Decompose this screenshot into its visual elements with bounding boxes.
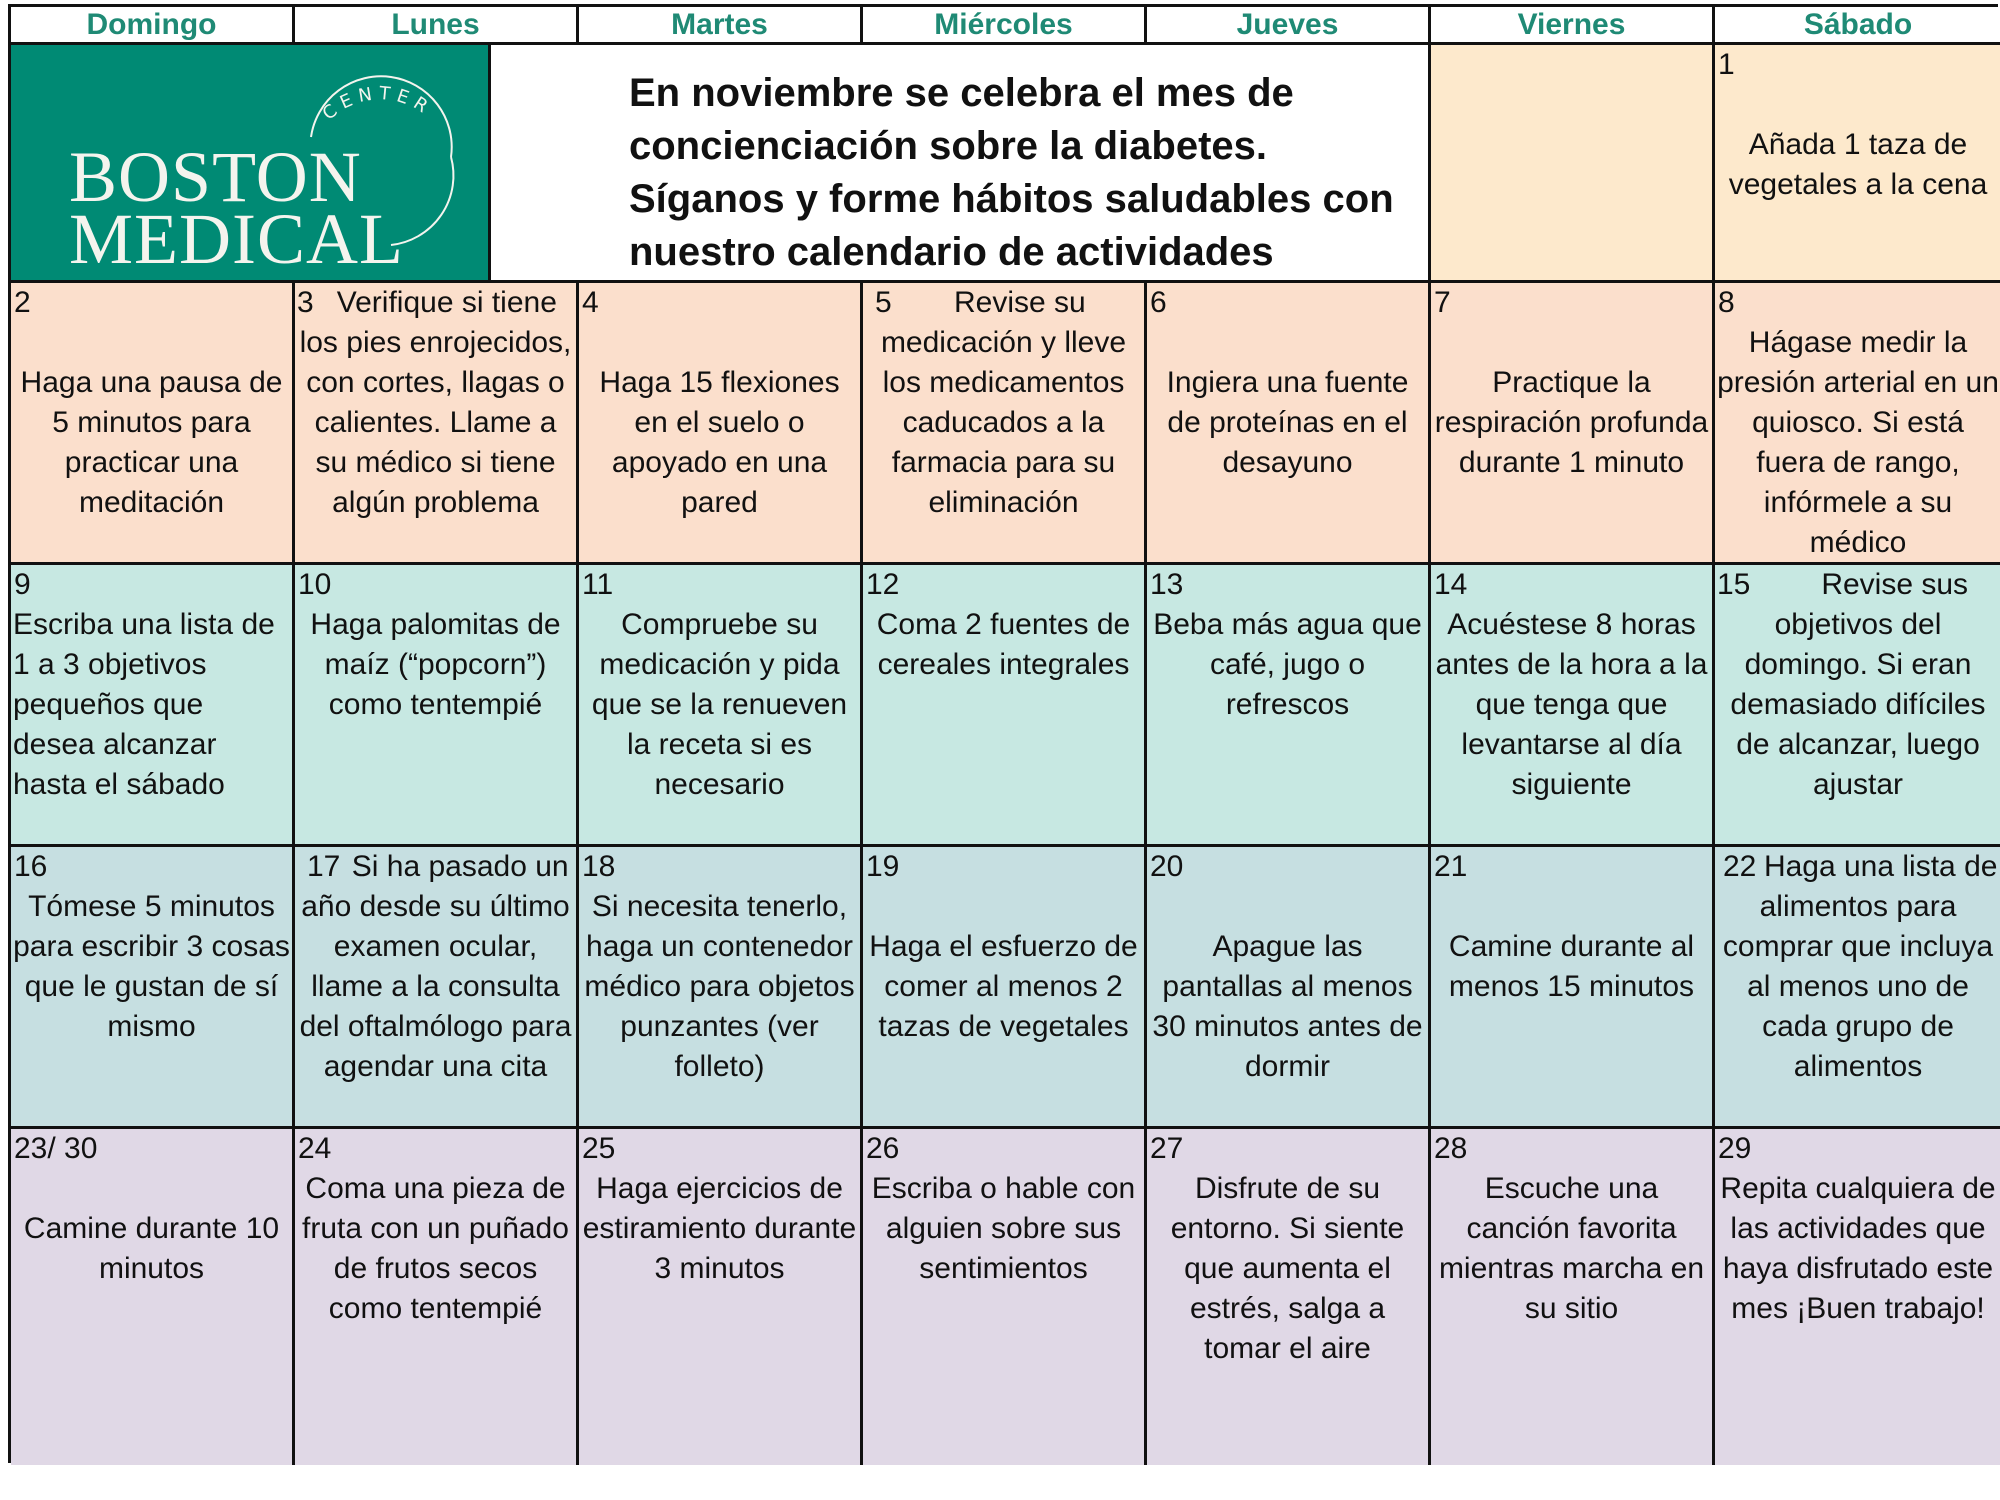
- day-activity: [297, 283, 574, 523]
- day-activity: Repita cualquiera de las actividades que haya disfrutado este mes ¡Buen trabajo!: [1720, 1172, 1996, 1325]
- day-activity: Disfrute de su entorno. Si siente que aumenta el estrés, salga a tomar el aire: [1170, 1172, 1405, 1365]
- day-activity: Haga ejercicios de estiramiento durante 3 minutos: [582, 1172, 857, 1285]
- weekday-header-tuesday: Martes: [579, 7, 863, 45]
- day-cell-21: [1431, 847, 1715, 1129]
- day-activity: Ingiera una fuente de proteínas en el desayuno: [1166, 366, 1409, 479]
- day-number: 28: [1434, 1132, 1468, 1165]
- day-activity-text: Revise sus objetivos del domingo. Si eran demasiado difíciles de alcanzar, luego ajustar: [1730, 568, 1986, 801]
- day-activity: [865, 283, 1142, 523]
- calendar-grid: [8, 4, 1998, 1463]
- day-activity: Apague las pantallas al menos 30 minutos antes de dormir: [1152, 930, 1423, 1083]
- day-number: 14: [1434, 568, 1468, 601]
- day-number: 29: [1718, 1132, 1752, 1165]
- day-number: 17: [307, 850, 341, 883]
- day-activity: Camine durante al menos 15 minutos: [1448, 930, 1695, 1003]
- day-activity: Practique la respiración profunda durante 1 minuto: [1434, 366, 1709, 479]
- day-cell-9: [11, 565, 295, 847]
- day-activity-text: Verifique si tiene los pies enrojecidos, con cortes, llagas o calientes. Llame a su médico si tiene algún problema: [299, 286, 572, 519]
- day-number: 18: [582, 850, 616, 883]
- day-number: 5: [875, 286, 892, 319]
- day-cell-20: [1147, 847, 1431, 1129]
- day-cell-16: [11, 847, 295, 1129]
- day-cell-4: [579, 283, 863, 565]
- day-cell-24: [295, 1129, 579, 1465]
- logo-line-medical: MEDICAL: [69, 199, 404, 279]
- day-number: 15: [1717, 568, 1751, 601]
- day-number: 27: [1150, 1132, 1184, 1165]
- page-headline: En noviembre se celebra el mes de concienciación sobre la diabetes. Síganos y forme hábitos saludables con nuestro calendario de actividades: [629, 71, 1394, 274]
- day-cell-3: [295, 283, 579, 565]
- logo-center-text: CENTER: [318, 82, 437, 125]
- day-number: 20: [1150, 850, 1184, 883]
- day-number: 11: [582, 568, 614, 601]
- day-number: 4: [582, 286, 599, 319]
- svg-text:CENTER: [319, 83, 437, 125]
- empty-day-cell: [1431, 45, 1715, 283]
- day-activity: Escriba o hable con alguien sobre sus sentimientos: [871, 1172, 1136, 1285]
- day-cell-18: [579, 847, 863, 1129]
- day-number: 22: [1723, 850, 1757, 883]
- day-activity: [1717, 847, 1999, 1087]
- day-cell-5: [863, 283, 1147, 565]
- day-number: 12: [866, 568, 900, 601]
- day-cell-17: [295, 847, 579, 1129]
- day-cell-25: [579, 1129, 863, 1465]
- day-number: 3: [297, 286, 314, 319]
- day-cell-12: [863, 565, 1147, 847]
- day-activity: Beba más agua que café, jugo o refrescos: [1153, 608, 1422, 721]
- day-activity: Tómese 5 minutos para escribir 3 cosas que le gustan de sí mismo: [13, 890, 290, 1043]
- day-activity: Haga palomitas de maíz (“popcorn”) como tentempié: [310, 608, 561, 721]
- day-activity: Coma una pieza de fruta con un puñado de frutos secos como tentempié: [302, 1172, 569, 1325]
- day-number: 10: [298, 568, 332, 601]
- day-activity: Escriba una lista de 1 a 3 objetivos pequeños que desea alcanzar hasta el sábado: [13, 608, 275, 801]
- day-number: 1: [1718, 48, 1735, 81]
- day-activity: Camine durante 10 minutos: [23, 1212, 280, 1285]
- boston-medical-logo: [11, 45, 491, 280]
- day-number: 9: [14, 568, 31, 601]
- weekday-header-friday: Viernes: [1431, 7, 1715, 45]
- day-activity-text: Haga una lista de alimentos para comprar que incluya al menos uno de cada grupo de alimentos: [1722, 850, 1998, 1083]
- day-cell-28: [1431, 1129, 1715, 1465]
- day-activity: Acuéstese 8 horas antes de la hora a la que tenga que levantarse al día siguiente: [1435, 608, 1708, 801]
- day-number: 16: [14, 850, 48, 883]
- day-activity-text: Si ha pasado un año desde su último examen ocular, llame a la consulta del oftalmólogo para agendar una cita: [299, 850, 572, 1083]
- day-cell-14: [1431, 565, 1715, 847]
- logo-cell: [11, 45, 579, 283]
- day-number: 6: [1150, 286, 1167, 319]
- day-activity: Añada 1 taza de vegetales a la cena: [1728, 128, 1988, 201]
- day-number: 23/ 30: [14, 1132, 98, 1165]
- day-number: 8: [1718, 286, 1735, 319]
- day-activity: Escuche una canción favorita mientras marcha en su sitio: [1438, 1172, 1705, 1325]
- day-cell-10: [295, 565, 579, 847]
- day-cell-8: [1715, 283, 2000, 565]
- day-cell-23-30: [11, 1129, 295, 1465]
- weekday-header-sunday: Domingo: [11, 7, 295, 45]
- day-number: 19: [866, 850, 900, 883]
- day-cell-13: [1147, 565, 1431, 847]
- day-cell-27: [1147, 1129, 1431, 1465]
- day-activity: Coma 2 fuentes de cereales integrales: [876, 608, 1131, 681]
- day-cell-1: [1715, 45, 2000, 283]
- day-cell-7: [1431, 283, 1715, 565]
- day-activity: Haga una pausa de 5 minutos para practicar una meditación: [20, 366, 283, 519]
- day-cell-19: [863, 847, 1147, 1129]
- day-cell-29: [1715, 1129, 2000, 1465]
- day-number: 26: [866, 1132, 900, 1165]
- day-number: 7: [1434, 286, 1451, 319]
- day-cell-2: [11, 283, 295, 565]
- day-cell-6: [1147, 283, 1431, 565]
- day-activity: Haga 15 flexiones en el suelo o apoyado en una pared: [599, 366, 840, 519]
- day-activity: Compruebe su medicación y pida que se la renueven la receta si es necesario: [591, 608, 848, 801]
- day-cell-11: [579, 565, 863, 847]
- day-activity: Hágase medir la presión arterial en un quiosco. Si está fuera de rango, infórmele a su médico: [1717, 326, 1999, 559]
- day-cell-15: [1715, 565, 2000, 847]
- day-number: 2: [14, 286, 31, 319]
- day-activity-text: Revise su medicación y lleve los medicamentos caducados a la farmacia para su eliminación: [880, 286, 1127, 519]
- headline-cell: [579, 45, 1431, 283]
- day-cell-22: [1715, 847, 2000, 1129]
- weekday-header-saturday: Sábado: [1715, 7, 2000, 45]
- day-activity: [1717, 565, 1999, 805]
- day-number: 24: [298, 1132, 332, 1165]
- day-number: 25: [582, 1132, 616, 1165]
- logo-line-boston: BOSTON: [69, 137, 362, 217]
- day-activity: Si necesita tenerlo, haga un contenedor médico para objetos punzantes (ver folleto): [584, 890, 855, 1083]
- day-number: 21: [1434, 850, 1468, 883]
- day-cell-26: [863, 1129, 1147, 1465]
- weekday-header-wednesday: Miércoles: [863, 7, 1147, 45]
- weekday-header-monday: Lunes: [295, 7, 579, 45]
- day-activity: [297, 847, 574, 1087]
- day-number: 13: [1150, 568, 1184, 601]
- weekday-header-thursday: Jueves: [1147, 7, 1431, 45]
- day-activity: Haga el esfuerzo de comer al menos 2 tazas de vegetales: [869, 930, 1138, 1043]
